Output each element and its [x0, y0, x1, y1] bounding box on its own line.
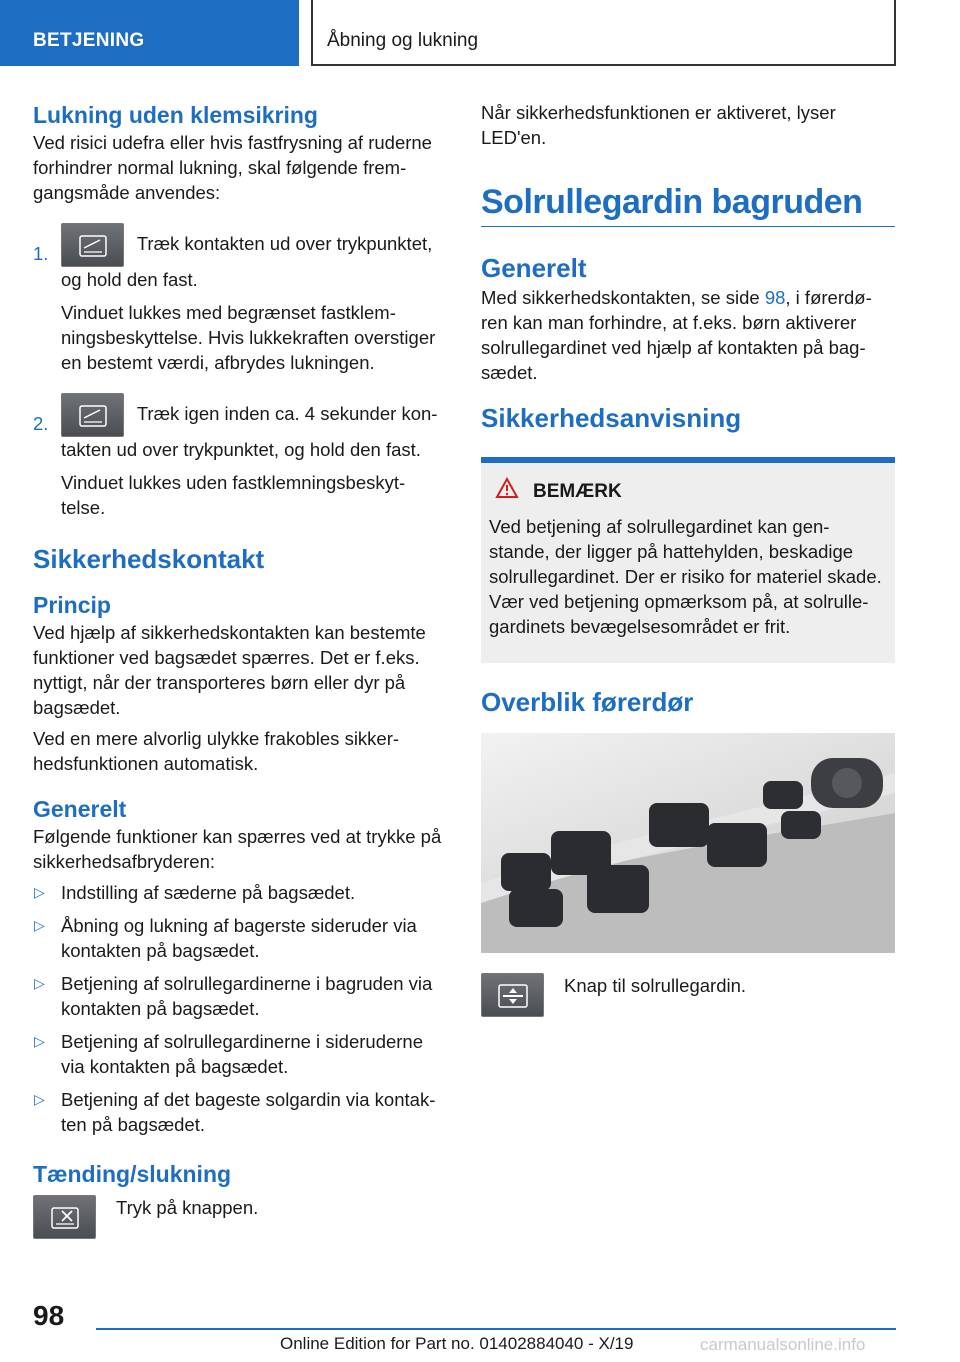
chapter-title: Åbning og lukning: [311, 0, 896, 66]
door-panel-photo: [481, 733, 895, 953]
section-tab: BETJENING: [0, 0, 299, 66]
left-column: [33, 100, 448, 1239]
note-text: Ved betjening af solrullegardinet kan gen-stande, der ligger på hattehylden, beskadige solrullegardinet. Der er risiko for materiel skade. Vær ved betjening opmærksom på, at solrulle-gardinets bevægelsesområdet er frit.: [489, 516, 882, 637]
list-item: ▷ Betjening af det bageste solgardin via kontak-ten på bagsædet.: [34, 1089, 436, 1135]
step-1: [33, 223, 448, 375]
triangle-bullet-icon: ▷: [34, 884, 45, 900]
paragraph-princip-1: Ved hjælp af sikkerhedskontakten kan bestemte funktioner ved bagsædet spærres. Det er f.eks. nyttigt, når der transporteres børn eller dyr på bagsædet.: [33, 622, 426, 718]
page-link[interactable]: 98: [764, 287, 786, 308]
triangle-bullet-icon: ▷: [34, 1033, 45, 1049]
list-item: ▷ Åbning og lukning af bagerste sideruder via kontakten på bagsædet.: [34, 915, 417, 961]
step-text: Træk kontakten ud over trykpunktet, og hold den fast.: [61, 232, 433, 290]
heading-underline: [481, 226, 895, 227]
note-title: BEMÆRK: [533, 481, 622, 502]
taending-row: [33, 1195, 448, 1239]
heading-solrullegardin: Solrullegardin bagruden: [481, 183, 863, 221]
paragraph-generelt-right: Med sikkerhedskontakten, se side 98, i førerdø-ren kan man forhindre, at f.eks. børn aktiverer solrullegardinet ved hjælp af kontakten på bag-sædet.: [481, 287, 872, 383]
right-column: [481, 100, 895, 1017]
step-subtext: Vinduet lukkes med begrænset fastklem-ningsbeskyttelse. Hvis lukkekraften overstiger en bestemt værdi, afbrydes lukningen.: [61, 302, 436, 373]
footer-edition: Online Edition for Part no. 01402884040 - X/19: [280, 1334, 634, 1353]
function-list: [33, 880, 448, 1137]
footer-divider: [96, 1328, 896, 1330]
safety-switch-icon: [33, 1195, 96, 1239]
paragraph-lukning: Ved risici udefra eller hvis fastfrysning af ruderne forhindrer normal lukning, skal følgende frem-gangsmåde anvendes:: [33, 132, 432, 203]
heading-generelt: Generelt: [33, 796, 127, 822]
list-item: ▷ Betjening af solrullegardinerne i sideruderne via kontakten på bagsædet.: [34, 1031, 424, 1077]
caption-row: [481, 973, 895, 1017]
heading-princip: Princip: [33, 592, 111, 618]
step-2: [33, 393, 448, 520]
window-switch-icon: [61, 393, 124, 437]
note-header: [495, 477, 887, 506]
paragraph-taending: Tryk på knappen.: [116, 1197, 259, 1218]
heading-generelt-right: Generelt: [481, 253, 587, 283]
step-number: 1.: [33, 243, 49, 264]
caption-text: Knap til solrullegardin.: [564, 975, 747, 996]
triangle-bullet-icon: ▷: [34, 1091, 45, 1107]
list-item: ▷ Indstilling af sæderne på bagsædet.: [34, 882, 356, 903]
paragraph-princip-2: Ved en mere alvorlig ulykke frakobles sikker-hedsfunktionen automatisk.: [33, 728, 400, 774]
warning-triangle-icon: [495, 477, 519, 506]
sunblind-button-icon: [481, 973, 544, 1017]
page-number: 98: [33, 1300, 65, 1331]
watermark: carmanualsonline.info: [700, 1335, 866, 1354]
heading-lukning: Lukning uden klemsikring: [33, 102, 318, 128]
triangle-bullet-icon: ▷: [34, 975, 45, 991]
heading-taending: Tænding/slukning: [33, 1161, 232, 1187]
step-subtext: Vinduet lukkes uden fastklemningsbeskyt-telse.: [61, 472, 406, 518]
paragraph-generelt: Følgende funktioner kan spærres ved at trykke på sikkerhedsafbryderen:: [33, 826, 442, 872]
heading-sikkerhedsanvisning: Sikkerhedsanvisning: [481, 403, 742, 433]
paragraph-led: Når sikkerhedsfunktionen er aktiveret, lyser LED'en.: [481, 102, 836, 148]
step-text: Træk igen inden ca. 4 sekunder kon-takten ud over trykpunktet, og hold den fast.: [61, 402, 438, 460]
window-switch-icon: [61, 223, 124, 267]
triangle-bullet-icon: ▷: [34, 917, 45, 933]
list-item: ▷ Betjening af solrullegardinerne i bagruden via kontakten på bagsædet.: [34, 973, 433, 1019]
heading-sikkerhedskontakt: Sikkerhedskontakt: [33, 544, 265, 574]
note-box: [481, 457, 895, 663]
heading-overblik: Overblik førerdør: [481, 687, 694, 717]
step-number: 2.: [33, 413, 49, 434]
